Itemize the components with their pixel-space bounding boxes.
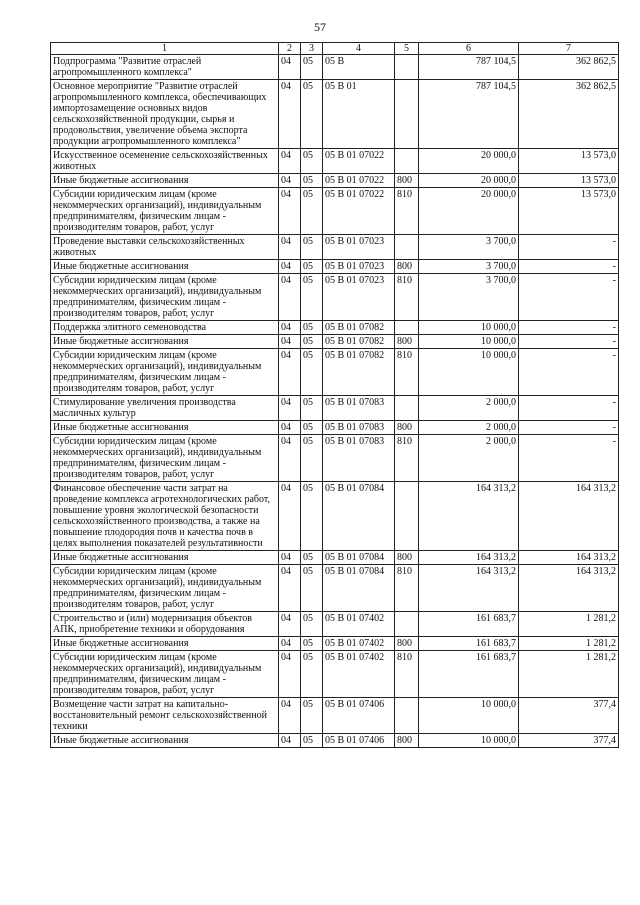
section-code-cell: 04 bbox=[279, 335, 301, 349]
amount-cell: 13 573,0 bbox=[519, 188, 619, 235]
table-row bbox=[51, 396, 619, 421]
expense-type-cell bbox=[395, 396, 419, 421]
amount-cell: 1 281,2 bbox=[519, 637, 619, 651]
expense-type-cell bbox=[395, 612, 419, 637]
amount-cell: 2 000,0 bbox=[419, 396, 519, 421]
table-row bbox=[51, 335, 619, 349]
amount-cell: 10 000,0 bbox=[419, 349, 519, 396]
amount-cell: 164 313,2 bbox=[519, 565, 619, 612]
amount-cell: 10 000,0 bbox=[419, 734, 519, 748]
table-row bbox=[51, 612, 619, 637]
subsection-code-cell: 05 bbox=[301, 321, 323, 335]
subsection-code-cell: 05 bbox=[301, 551, 323, 565]
section-code-cell: 04 bbox=[279, 188, 301, 235]
target-article-cell: 05 В 01 07082 bbox=[323, 335, 395, 349]
target-article-cell: 05 В 01 07023 bbox=[323, 235, 395, 260]
amount-cell: 164 313,2 bbox=[419, 551, 519, 565]
target-article-cell: 05 В 01 07406 bbox=[323, 698, 395, 734]
row-name-cell: Субсидии юридическим лицам (кроме некоммерческих организаций), индивидуальным предпринимателям, физическим лицам - производителям товаров, работ, услуг bbox=[51, 651, 279, 698]
amount-cell: 1 281,2 bbox=[519, 651, 619, 698]
expense-type-cell: 810 bbox=[395, 349, 419, 396]
subsection-code-cell: 05 bbox=[301, 274, 323, 321]
target-article-cell: 05 В 01 07022 bbox=[323, 149, 395, 174]
row-name-cell: Субсидии юридическим лицам (кроме некоммерческих организаций), индивидуальным предпринимателям, физическим лицам - производителям товаров, работ, услуг bbox=[51, 565, 279, 612]
subsection-code-cell: 05 bbox=[301, 349, 323, 396]
column-header: 5 bbox=[395, 43, 419, 55]
amount-cell: 10 000,0 bbox=[419, 321, 519, 335]
column-header: 3 bbox=[301, 43, 323, 55]
expense-type-cell: 810 bbox=[395, 565, 419, 612]
amount-cell: 13 573,0 bbox=[519, 174, 619, 188]
budget-table bbox=[50, 42, 619, 748]
table-row bbox=[51, 174, 619, 188]
table-row bbox=[51, 482, 619, 551]
subsection-code-cell: 05 bbox=[301, 149, 323, 174]
subsection-code-cell: 05 bbox=[301, 260, 323, 274]
target-article-cell: 05 В 01 07084 bbox=[323, 551, 395, 565]
section-code-cell: 04 bbox=[279, 149, 301, 174]
amount-cell: 3 700,0 bbox=[419, 260, 519, 274]
expense-type-cell: 810 bbox=[395, 188, 419, 235]
subsection-code-cell: 05 bbox=[301, 55, 323, 80]
target-article-cell: 05 В bbox=[323, 55, 395, 80]
subsection-code-cell: 05 bbox=[301, 174, 323, 188]
target-article-cell: 05 В 01 07406 bbox=[323, 734, 395, 748]
expense-type-cell: 800 bbox=[395, 421, 419, 435]
target-article-cell: 05 В 01 07402 bbox=[323, 612, 395, 637]
amount-cell: 161 683,7 bbox=[419, 637, 519, 651]
amount-cell: 164 313,2 bbox=[519, 482, 619, 551]
subsection-code-cell: 05 bbox=[301, 482, 323, 551]
table-row bbox=[51, 637, 619, 651]
row-name-cell: Возмещение части затрат на капитально-восстановительный ремонт сельскохозяйственной техники bbox=[51, 698, 279, 734]
table-row bbox=[51, 188, 619, 235]
subsection-code-cell: 05 bbox=[301, 637, 323, 651]
row-name-cell: Иные бюджетные ассигнования bbox=[51, 637, 279, 651]
expense-type-cell bbox=[395, 149, 419, 174]
amount-cell: 3 700,0 bbox=[419, 235, 519, 260]
column-header: 1 bbox=[51, 43, 279, 55]
column-header: 6 bbox=[419, 43, 519, 55]
row-name-cell: Иные бюджетные ассигнования bbox=[51, 421, 279, 435]
target-article-cell: 05 В 01 07082 bbox=[323, 349, 395, 396]
amount-cell: 161 683,7 bbox=[419, 651, 519, 698]
table-row bbox=[51, 349, 619, 396]
subsection-code-cell: 05 bbox=[301, 698, 323, 734]
amount-cell: - bbox=[519, 235, 619, 260]
section-code-cell: 04 bbox=[279, 80, 301, 149]
subsection-code-cell: 05 bbox=[301, 612, 323, 637]
amount-cell: 164 313,2 bbox=[419, 565, 519, 612]
amount-cell: 787 104,5 bbox=[419, 80, 519, 149]
amount-cell: 377,4 bbox=[519, 698, 619, 734]
row-name-cell: Иные бюджетные ассигнования bbox=[51, 734, 279, 748]
section-code-cell: 04 bbox=[279, 349, 301, 396]
row-name-cell: Субсидии юридическим лицам (кроме некоммерческих организаций), индивидуальным предпринимателям, физическим лицам - производителям товаров, работ, услуг bbox=[51, 435, 279, 482]
table-row bbox=[51, 260, 619, 274]
section-code-cell: 04 bbox=[279, 435, 301, 482]
table-row bbox=[51, 149, 619, 174]
table-row bbox=[51, 435, 619, 482]
amount-cell: 164 313,2 bbox=[419, 482, 519, 551]
table-row bbox=[51, 421, 619, 435]
row-name-cell: Строительство и (или) модернизация объектов АПК, приобретение техники и оборудования bbox=[51, 612, 279, 637]
table-row bbox=[51, 551, 619, 565]
row-name-cell: Проведение выставки сельскохозяйственных животных bbox=[51, 235, 279, 260]
section-code-cell: 04 bbox=[279, 174, 301, 188]
expense-type-cell bbox=[395, 235, 419, 260]
target-article-cell: 05 В 01 07402 bbox=[323, 637, 395, 651]
amount-cell: 362 862,5 bbox=[519, 55, 619, 80]
target-article-cell: 05 В 01 07084 bbox=[323, 482, 395, 551]
row-name-cell: Стимулирование увеличения производства масличных культур bbox=[51, 396, 279, 421]
section-code-cell: 04 bbox=[279, 637, 301, 651]
expense-type-cell bbox=[395, 80, 419, 149]
amount-cell: 1 281,2 bbox=[519, 612, 619, 637]
subsection-code-cell: 05 bbox=[301, 235, 323, 260]
section-code-cell: 04 bbox=[279, 260, 301, 274]
amount-cell: 10 000,0 bbox=[419, 335, 519, 349]
row-name-cell: Иные бюджетные ассигнования bbox=[51, 335, 279, 349]
column-header: 2 bbox=[279, 43, 301, 55]
expense-type-cell: 800 bbox=[395, 637, 419, 651]
expense-type-cell bbox=[395, 698, 419, 734]
expense-type-cell: 800 bbox=[395, 734, 419, 748]
expense-type-cell bbox=[395, 321, 419, 335]
section-code-cell: 04 bbox=[279, 421, 301, 435]
page-number: 57 bbox=[314, 20, 326, 34]
amount-cell: 20 000,0 bbox=[419, 149, 519, 174]
expense-type-cell: 810 bbox=[395, 651, 419, 698]
expense-type-cell bbox=[395, 482, 419, 551]
expense-type-cell: 810 bbox=[395, 435, 419, 482]
expense-type-cell: 800 bbox=[395, 174, 419, 188]
subsection-code-cell: 05 bbox=[301, 421, 323, 435]
row-name-cell: Финансовое обеспечение части затрат на проведение комплекса агротехнологических работ, повышение уровня экологической безопасности сельскохозяйственного производства, а также на повышение плодородия почв и качества почв в целях выполнения показателей результативности bbox=[51, 482, 279, 551]
section-code-cell: 04 bbox=[279, 612, 301, 637]
target-article-cell: 05 В 01 07084 bbox=[323, 565, 395, 612]
table-row bbox=[51, 80, 619, 149]
target-article-cell: 05 В 01 bbox=[323, 80, 395, 149]
subsection-code-cell: 05 bbox=[301, 396, 323, 421]
amount-cell: - bbox=[519, 335, 619, 349]
row-name-cell: Субсидии юридическим лицам (кроме некоммерческих организаций), индивидуальным предпринимателям, физическим лицам - производителям товаров, работ, услуг bbox=[51, 349, 279, 396]
amount-cell: 2 000,0 bbox=[419, 421, 519, 435]
expense-type-cell: 800 bbox=[395, 335, 419, 349]
amount-cell: 161 683,7 bbox=[419, 612, 519, 637]
row-name-cell: Искусственное осеменение сельскохозяйственных животных bbox=[51, 149, 279, 174]
column-number-row bbox=[51, 43, 619, 55]
subsection-code-cell: 05 bbox=[301, 188, 323, 235]
amount-cell: 787 104,5 bbox=[419, 55, 519, 80]
column-header: 7 bbox=[519, 43, 619, 55]
amount-cell: - bbox=[519, 396, 619, 421]
table-row bbox=[51, 565, 619, 612]
section-code-cell: 04 bbox=[279, 734, 301, 748]
target-article-cell: 05 В 01 07402 bbox=[323, 651, 395, 698]
table-row bbox=[51, 235, 619, 260]
section-code-cell: 04 bbox=[279, 551, 301, 565]
subsection-code-cell: 05 bbox=[301, 435, 323, 482]
amount-cell: - bbox=[519, 349, 619, 396]
target-article-cell: 05 В 01 07083 bbox=[323, 396, 395, 421]
expense-type-cell: 800 bbox=[395, 551, 419, 565]
section-code-cell: 04 bbox=[279, 321, 301, 335]
target-article-cell: 05 В 01 07022 bbox=[323, 188, 395, 235]
section-code-cell: 04 bbox=[279, 274, 301, 321]
row-name-cell: Основное мероприятие "Развитие отраслей агропромышленного комплекса, обеспечивающих импортозамещение основных видов сельскохозяйственной продукции, сырья и продовольствия, увеличение объема экспорта продукции агропромышленного комплекса" bbox=[51, 80, 279, 149]
amount-cell: 164 313,2 bbox=[519, 551, 619, 565]
table-row bbox=[51, 274, 619, 321]
amount-cell: - bbox=[519, 421, 619, 435]
expense-type-cell: 810 bbox=[395, 274, 419, 321]
section-code-cell: 04 bbox=[279, 55, 301, 80]
section-code-cell: 04 bbox=[279, 482, 301, 551]
row-name-cell: Субсидии юридическим лицам (кроме некоммерческих организаций), индивидуальным предпринимателям, физическим лицам - производителям товаров, работ, услуг bbox=[51, 188, 279, 235]
section-code-cell: 04 bbox=[279, 235, 301, 260]
row-name-cell: Иные бюджетные ассигнования bbox=[51, 174, 279, 188]
target-article-cell: 05 В 01 07083 bbox=[323, 435, 395, 482]
subsection-code-cell: 05 bbox=[301, 80, 323, 149]
section-code-cell: 04 bbox=[279, 396, 301, 421]
section-code-cell: 04 bbox=[279, 565, 301, 612]
amount-cell: - bbox=[519, 274, 619, 321]
expense-type-cell bbox=[395, 55, 419, 80]
amount-cell: 3 700,0 bbox=[419, 274, 519, 321]
table-row bbox=[51, 651, 619, 698]
column-header: 4 bbox=[323, 43, 395, 55]
subsection-code-cell: 05 bbox=[301, 734, 323, 748]
target-article-cell: 05 В 01 07023 bbox=[323, 260, 395, 274]
amount-cell: - bbox=[519, 321, 619, 335]
subsection-code-cell: 05 bbox=[301, 335, 323, 349]
amount-cell: 362 862,5 bbox=[519, 80, 619, 149]
table-row bbox=[51, 55, 619, 80]
amount-cell: 13 573,0 bbox=[519, 149, 619, 174]
section-code-cell: 04 bbox=[279, 698, 301, 734]
target-article-cell: 05 В 01 07023 bbox=[323, 274, 395, 321]
table-row bbox=[51, 698, 619, 734]
amount-cell: 377,4 bbox=[519, 734, 619, 748]
table-row bbox=[51, 734, 619, 748]
subsection-code-cell: 05 bbox=[301, 565, 323, 612]
table-row bbox=[51, 321, 619, 335]
target-article-cell: 05 В 01 07022 bbox=[323, 174, 395, 188]
amount-cell: - bbox=[519, 435, 619, 482]
row-name-cell: Субсидии юридическим лицам (кроме некоммерческих организаций), индивидуальным предпринимателям, физическим лицам - производителям товаров, работ, услуг bbox=[51, 274, 279, 321]
section-code-cell: 04 bbox=[279, 651, 301, 698]
target-article-cell: 05 В 01 07083 bbox=[323, 421, 395, 435]
subsection-code-cell: 05 bbox=[301, 651, 323, 698]
amount-cell: 2 000,0 bbox=[419, 435, 519, 482]
amount-cell: 20 000,0 bbox=[419, 188, 519, 235]
expense-type-cell: 800 bbox=[395, 260, 419, 274]
row-name-cell: Поддержка элитного семеноводства bbox=[51, 321, 279, 335]
row-name-cell: Иные бюджетные ассигнования bbox=[51, 260, 279, 274]
amount-cell: 10 000,0 bbox=[419, 698, 519, 734]
amount-cell: - bbox=[519, 260, 619, 274]
target-article-cell: 05 В 01 07082 bbox=[323, 321, 395, 335]
row-name-cell: Подпрограмма "Развитие отраслей агропромышленного комплекса" bbox=[51, 55, 279, 80]
row-name-cell: Иные бюджетные ассигнования bbox=[51, 551, 279, 565]
amount-cell: 20 000,0 bbox=[419, 174, 519, 188]
